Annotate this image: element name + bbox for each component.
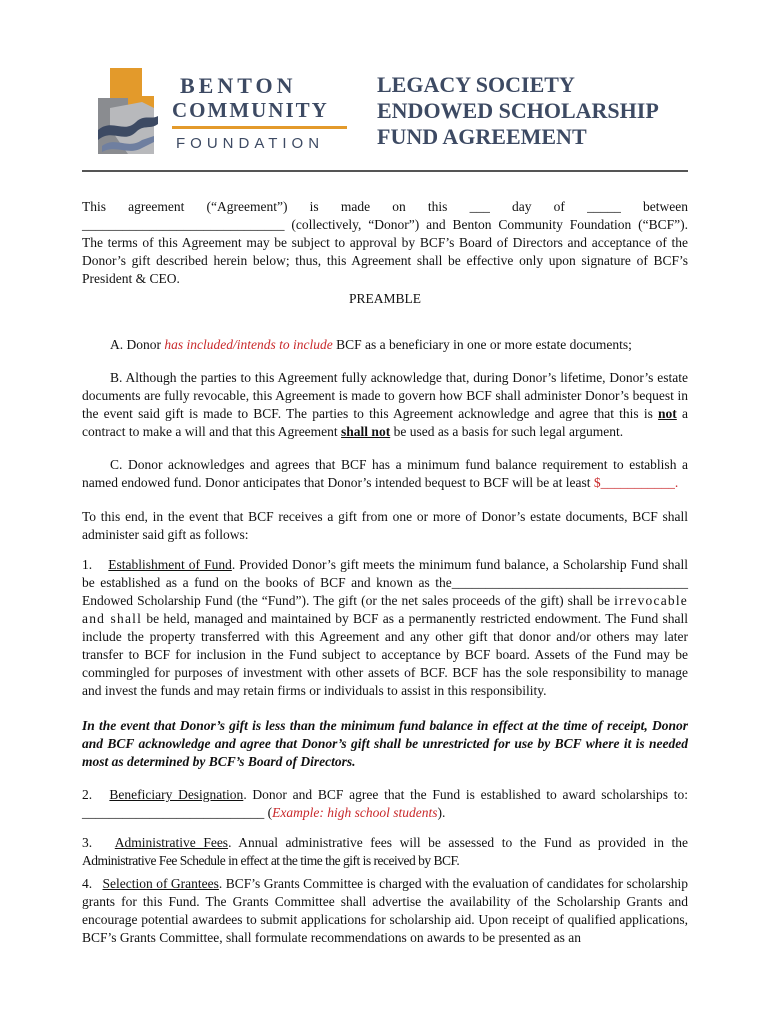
- intro-rest: The terms of this Agreement may be subject to approval by BCF’s Board of Directors and acceptance of the Donor’s gift described herein below; thus, this Agreement shall be effective only upon signature of BCF’s President & CEO.: [82, 235, 688, 286]
- preamble-b-text1: B. Although the parties to this Agreement fully acknowledge that, during Donor’s lifetime, Donor’s estate documents are fully revocable, this Agreement is made to govern how BCF shall administer Donor’s bequest in the event said gift is made to BCF. The parties to this Agreement acknowledge and agree that this is: [82, 370, 688, 421]
- preamble-c: [82, 456, 688, 492]
- org-divider: [172, 126, 347, 129]
- intro-paragraph: [82, 198, 688, 288]
- preamble-a-suffix: BCF as a beneficiary in one or more estate documents;: [332, 337, 632, 352]
- preamble-b: [82, 369, 688, 441]
- section-1-text1: . Provided Donor’s gift meets the minimum fund balance, a Scholarship Fund shall be established as a fund on the books of BCF and known as the___________________________________ Endowed Scholarship Fund (the “Fund”). The gift (or the net sales proceeds of the gift) shall be: [82, 557, 689, 608]
- intro-line2: ______________________________ (collectively, “Donor”) and Benton Community Foundation (“BCF”).: [82, 217, 688, 232]
- intro-line1: This agreement (“Agreement”) is made on this ___ day of _____ between: [82, 199, 688, 214]
- section-4-heading: Selection of Grantees: [102, 876, 219, 891]
- preamble-b-text2: a contract to make a will and that this Agreement: [82, 406, 688, 439]
- preamble-c-amount: $___________.: [593, 475, 679, 490]
- section-1-heading: Establishment of Fund: [108, 557, 232, 572]
- header-divider: [82, 170, 688, 172]
- section-3-text2: Administrative Fee Schedule in effect at the time the gift is received by BCF.: [82, 853, 460, 868]
- section-2-number: 2.: [82, 787, 93, 802]
- section-1-text2: be held, managed and maintained by BCF as a permanently restricted endowment. The Fund shall include the property transferred with this Agreement and any other gift that donor and/or others may later transfer to BCF for inclusion in the Fund subject to acceptance by BCF board. Assets of the Fund may be commingled for purposes of investment with other assets of BCF. BCF has the sole responsibility to manage and invest the funds and may retain firms or individuals to assist in this responsibility.: [82, 611, 688, 698]
- org-name: [172, 74, 347, 153]
- section-1-spaced: irrevocable and shall: [82, 593, 688, 626]
- title-line2: ENDOWED SCHOLARSHIP: [377, 98, 659, 123]
- section-2: [82, 786, 688, 822]
- preamble-b-not: not: [658, 406, 677, 421]
- preamble-heading: PREAMBLE: [348, 291, 421, 306]
- section-2-example: Example: high school students: [272, 805, 438, 820]
- section-2-end: ).: [437, 805, 446, 820]
- preamble-a-prefix: A. Donor: [110, 337, 165, 352]
- section-3: [82, 834, 688, 870]
- minimum-balance-note: In the event that Donor’s gift is less than the minimum fund balance in effect at the time of receipt, Donor and BCF acknowledge and agree that Donor’s gift shall be unrestricted for use by BCF where it is needed most as determined by BCF’s Board of Directors.: [82, 718, 688, 769]
- preamble-a: [82, 336, 688, 354]
- section-1-number: 1.: [82, 557, 93, 572]
- preamble-b-shall-not: shall not: [341, 424, 391, 439]
- section-3-line1: [82, 834, 688, 852]
- section-2-text: . Donor and BCF agree that the Fund is established to award scholarships to: ___________________________ (: [82, 787, 688, 820]
- section-2-heading: Beneficiary Designation: [109, 787, 244, 802]
- org-name-line1: BENTON: [180, 73, 297, 98]
- org-name-line2: COMMUNITY: [172, 98, 329, 122]
- org-name-line3: FOUNDATION: [176, 135, 325, 152]
- to-this-end-paragraph: To this end, in the event that BCF receives a gift from one or more of Donor’s estate documents, BCF shall administer said gift as follows:: [82, 509, 688, 542]
- section-4: [82, 875, 688, 947]
- section-1: [82, 556, 688, 700]
- benton-community-foundation-logo: [98, 68, 158, 154]
- title-line3: FUND AGREEMENT: [377, 124, 587, 149]
- preamble-c-text: C. Donor acknowledges and agrees that BCF has a minimum fund balance requirement to establish a named endowed fund. Donor anticipates that Donor’s intended bequest to BCF will be at least: [82, 457, 688, 490]
- title-line1: LEGACY SOCIETY: [377, 72, 575, 97]
- section-4-text: . BCF’s Grants Committee is charged with the evaluation of candidates for scholarship grants for this Fund. The Grants Committee shall advertise the availability of the Scholarship Grants and encourage potential awardees to submit applications for scholarship aid. Upon receipt of qualified applications, BCF’s Grants Committee, shall formulate recommendations on awards to be presented as an: [82, 876, 688, 945]
- preamble-a-option: has included/intends to include: [164, 337, 333, 352]
- section-3-number: 3.: [82, 835, 93, 850]
- preamble-b-text3: be used as a basis for such legal argument.: [390, 424, 624, 439]
- section-3-heading: Administrative Fees: [114, 835, 229, 850]
- document-title: [377, 72, 659, 150]
- section-4-number: 4.: [82, 876, 93, 891]
- section-3-text1: . Annual administrative fees will be assessed to the Fund as provided in the: [228, 835, 688, 850]
